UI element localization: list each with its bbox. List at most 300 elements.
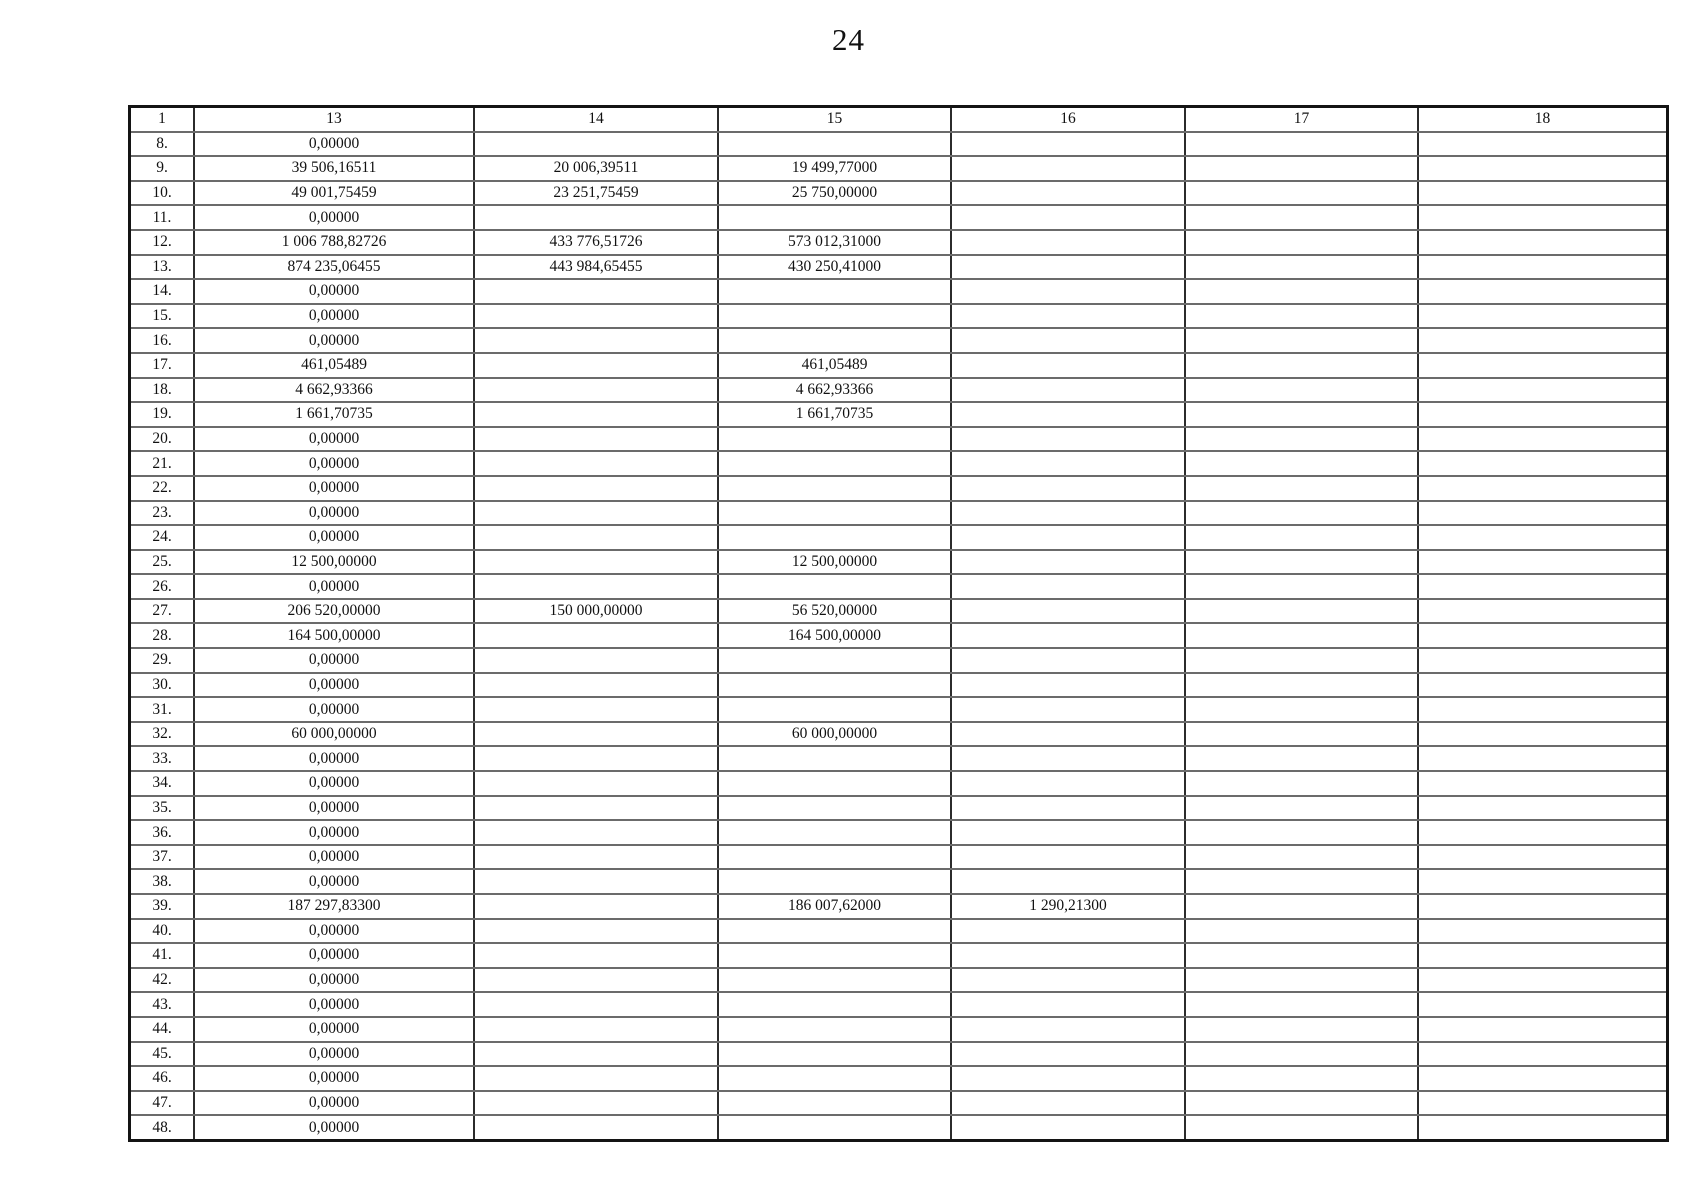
- value-cell: 4 662,93366: [194, 378, 474, 403]
- value-cell: [718, 427, 951, 452]
- value-cell: [1185, 402, 1418, 427]
- row-number-cell: 25.: [130, 550, 195, 575]
- table-row: [130, 1091, 1668, 1116]
- value-cell: 0,00000: [194, 771, 474, 796]
- table-row: [130, 648, 1668, 673]
- header-cell-15: 15: [718, 107, 951, 132]
- value-cell: [1418, 722, 1668, 747]
- row-number-cell: 44.: [130, 1017, 195, 1042]
- value-cell: 0,00000: [194, 648, 474, 673]
- data-table: [128, 105, 1669, 1142]
- value-cell: 0,00000: [194, 746, 474, 771]
- row-number-cell: 28.: [130, 623, 195, 648]
- table-row: [130, 279, 1668, 304]
- value-cell: [474, 968, 718, 993]
- value-cell: [1418, 919, 1668, 944]
- value-cell: 0,00000: [194, 304, 474, 329]
- value-cell: [951, 427, 1185, 452]
- table-row: [130, 771, 1668, 796]
- table-row: [130, 550, 1668, 575]
- value-cell: 0,00000: [194, 992, 474, 1017]
- table-row: [130, 968, 1668, 993]
- value-cell: 0,00000: [194, 697, 474, 722]
- value-cell: [718, 771, 951, 796]
- value-cell: 0,00000: [194, 796, 474, 821]
- value-cell: [951, 205, 1185, 230]
- table-row: [130, 255, 1668, 280]
- header-cell-18: 18: [1418, 107, 1668, 132]
- value-cell: [1418, 304, 1668, 329]
- value-cell: [474, 1017, 718, 1042]
- value-cell: 206 520,00000: [194, 599, 474, 624]
- value-cell: [1185, 1115, 1418, 1140]
- value-cell: [1418, 796, 1668, 821]
- value-cell: [1185, 869, 1418, 894]
- value-cell: [1185, 255, 1418, 280]
- value-cell: [1418, 992, 1668, 1017]
- value-cell: 49 001,75459: [194, 181, 474, 206]
- row-number-cell: 24.: [130, 525, 195, 550]
- row-number-cell: 38.: [130, 869, 195, 894]
- value-cell: [1185, 1066, 1418, 1091]
- value-cell: 0,00000: [194, 1115, 474, 1140]
- header-cell-17: 17: [1185, 107, 1418, 132]
- row-number-cell: 21.: [130, 451, 195, 476]
- value-cell: [474, 673, 718, 698]
- value-cell: [474, 992, 718, 1017]
- value-cell: [474, 919, 718, 944]
- row-number-cell: 15.: [130, 304, 195, 329]
- value-cell: [951, 476, 1185, 501]
- row-number-cell: 26.: [130, 574, 195, 599]
- value-cell: [718, 943, 951, 968]
- value-cell: 12 500,00000: [718, 550, 951, 575]
- value-cell: 23 251,75459: [474, 181, 718, 206]
- value-cell: [951, 378, 1185, 403]
- value-cell: [1185, 451, 1418, 476]
- value-cell: [1185, 427, 1418, 452]
- value-cell: [474, 697, 718, 722]
- value-cell: [474, 845, 718, 870]
- table-row: [130, 328, 1668, 353]
- value-cell: [951, 722, 1185, 747]
- value-cell: [951, 599, 1185, 624]
- value-cell: [1185, 820, 1418, 845]
- value-cell: [474, 279, 718, 304]
- value-cell: [951, 132, 1185, 157]
- value-cell: 56 520,00000: [718, 599, 951, 624]
- value-cell: [1185, 304, 1418, 329]
- row-number-cell: 43.: [130, 992, 195, 1017]
- value-cell: [1418, 574, 1668, 599]
- value-cell: 0,00000: [194, 1042, 474, 1067]
- value-cell: [1185, 894, 1418, 919]
- value-cell: [1418, 894, 1668, 919]
- table-row: [130, 1066, 1668, 1091]
- value-cell: [718, 328, 951, 353]
- value-cell: 187 297,83300: [194, 894, 474, 919]
- value-cell: [474, 1115, 718, 1140]
- value-cell: [474, 451, 718, 476]
- value-cell: [1418, 968, 1668, 993]
- value-cell: [1185, 919, 1418, 944]
- value-cell: [718, 304, 951, 329]
- value-cell: [951, 796, 1185, 821]
- value-cell: [1185, 1042, 1418, 1067]
- value-cell: [1418, 476, 1668, 501]
- value-cell: 0,00000: [194, 328, 474, 353]
- value-cell: [951, 328, 1185, 353]
- value-cell: 1 661,70735: [718, 402, 951, 427]
- value-cell: 0,00000: [194, 919, 474, 944]
- value-cell: 433 776,51726: [474, 230, 718, 255]
- value-cell: 0,00000: [194, 279, 474, 304]
- row-number-cell: 34.: [130, 771, 195, 796]
- table-row: [130, 722, 1668, 747]
- value-cell: [1418, 427, 1668, 452]
- value-cell: [474, 402, 718, 427]
- value-cell: [1418, 525, 1668, 550]
- value-cell: [1418, 255, 1668, 280]
- value-cell: [474, 820, 718, 845]
- value-cell: [474, 378, 718, 403]
- row-number-cell: 13.: [130, 255, 195, 280]
- value-cell: [1185, 673, 1418, 698]
- row-number-cell: 32.: [130, 722, 195, 747]
- value-cell: 0,00000: [194, 501, 474, 526]
- value-cell: [474, 205, 718, 230]
- value-cell: 60 000,00000: [718, 722, 951, 747]
- value-cell: [474, 1066, 718, 1091]
- value-cell: [1418, 279, 1668, 304]
- value-cell: 0,00000: [194, 476, 474, 501]
- table-row: [130, 451, 1668, 476]
- value-cell: 1 661,70735: [194, 402, 474, 427]
- value-cell: 4 662,93366: [718, 378, 951, 403]
- value-cell: [1185, 550, 1418, 575]
- row-number-cell: 12.: [130, 230, 195, 255]
- value-cell: 874 235,06455: [194, 255, 474, 280]
- value-cell: [1418, 1115, 1668, 1140]
- value-cell: [1185, 156, 1418, 181]
- value-cell: [1185, 353, 1418, 378]
- value-cell: [1418, 501, 1668, 526]
- header-cell-13: 13: [194, 107, 474, 132]
- value-cell: 1 290,21300: [951, 894, 1185, 919]
- row-number-cell: 36.: [130, 820, 195, 845]
- value-cell: [1418, 132, 1668, 157]
- value-cell: [1418, 378, 1668, 403]
- value-cell: [951, 304, 1185, 329]
- value-cell: [474, 869, 718, 894]
- value-cell: 186 007,62000: [718, 894, 951, 919]
- value-cell: [1185, 746, 1418, 771]
- row-number-cell: 18.: [130, 378, 195, 403]
- table-row: [130, 746, 1668, 771]
- value-cell: 150 000,00000: [474, 599, 718, 624]
- row-number-cell: 29.: [130, 648, 195, 673]
- value-cell: [1185, 181, 1418, 206]
- value-cell: [474, 623, 718, 648]
- value-cell: [1418, 1066, 1668, 1091]
- table-row: [130, 353, 1668, 378]
- value-cell: [951, 402, 1185, 427]
- row-number-cell: 31.: [130, 697, 195, 722]
- value-cell: [718, 746, 951, 771]
- value-cell: [1185, 722, 1418, 747]
- value-cell: 0,00000: [194, 1017, 474, 1042]
- value-cell: [1418, 697, 1668, 722]
- value-cell: [718, 279, 951, 304]
- table-row: [130, 378, 1668, 403]
- value-cell: [1185, 968, 1418, 993]
- value-cell: [951, 746, 1185, 771]
- value-cell: 0,00000: [194, 574, 474, 599]
- value-cell: [474, 796, 718, 821]
- page-number: 24: [832, 22, 865, 57]
- value-cell: 443 984,65455: [474, 255, 718, 280]
- value-cell: [718, 1042, 951, 1067]
- table-row: [130, 1017, 1668, 1042]
- row-number-cell: 27.: [130, 599, 195, 624]
- table-row: [130, 525, 1668, 550]
- row-number-cell: 40.: [130, 919, 195, 944]
- value-cell: [1418, 1091, 1668, 1116]
- value-cell: [1418, 353, 1668, 378]
- value-cell: [1418, 820, 1668, 845]
- table-row: [130, 501, 1668, 526]
- value-cell: [951, 820, 1185, 845]
- row-number-cell: 39.: [130, 894, 195, 919]
- value-cell: [1418, 402, 1668, 427]
- value-cell: [474, 943, 718, 968]
- value-cell: [718, 869, 951, 894]
- row-number-cell: 10.: [130, 181, 195, 206]
- value-cell: [951, 697, 1185, 722]
- value-cell: [1185, 501, 1418, 526]
- value-cell: [951, 279, 1185, 304]
- value-cell: 0,00000: [194, 451, 474, 476]
- value-cell: [1418, 599, 1668, 624]
- row-number-cell: 48.: [130, 1115, 195, 1140]
- value-cell: [951, 1042, 1185, 1067]
- header-cell-14: 14: [474, 107, 718, 132]
- value-cell: [474, 476, 718, 501]
- row-number-cell: 14.: [130, 279, 195, 304]
- value-cell: [1185, 574, 1418, 599]
- value-cell: 430 250,41000: [718, 255, 951, 280]
- row-number-cell: 20.: [130, 427, 195, 452]
- value-cell: [1418, 328, 1668, 353]
- value-cell: 164 500,00000: [718, 623, 951, 648]
- value-cell: 39 506,16511: [194, 156, 474, 181]
- value-cell: [951, 992, 1185, 1017]
- value-cell: [1185, 378, 1418, 403]
- table-row: [130, 1042, 1668, 1067]
- table-row: [130, 697, 1668, 722]
- table-row: [130, 230, 1668, 255]
- value-cell: [951, 673, 1185, 698]
- value-cell: [951, 255, 1185, 280]
- value-cell: [718, 648, 951, 673]
- value-cell: [474, 427, 718, 452]
- value-cell: [951, 1066, 1185, 1091]
- value-cell: [474, 574, 718, 599]
- value-cell: [1185, 992, 1418, 1017]
- table-row: [130, 894, 1668, 919]
- value-cell: [951, 1091, 1185, 1116]
- value-cell: 0,00000: [194, 943, 474, 968]
- value-cell: 0,00000: [194, 1091, 474, 1116]
- row-number-cell: 17.: [130, 353, 195, 378]
- value-cell: [474, 525, 718, 550]
- value-cell: [474, 1042, 718, 1067]
- value-cell: [1418, 746, 1668, 771]
- value-cell: [1418, 1017, 1668, 1042]
- row-number-cell: 22.: [130, 476, 195, 501]
- value-cell: [951, 353, 1185, 378]
- value-cell: 461,05489: [718, 353, 951, 378]
- value-cell: [1185, 279, 1418, 304]
- table-row: [130, 992, 1668, 1017]
- value-cell: [951, 1017, 1185, 1042]
- value-cell: [1185, 771, 1418, 796]
- value-cell: [951, 869, 1185, 894]
- value-cell: [951, 1115, 1185, 1140]
- value-cell: [718, 1066, 951, 1091]
- table-row: [130, 304, 1668, 329]
- value-cell: [718, 992, 951, 1017]
- value-cell: [951, 943, 1185, 968]
- value-cell: [1185, 1091, 1418, 1116]
- value-cell: [951, 623, 1185, 648]
- value-cell: [951, 525, 1185, 550]
- value-cell: 19 499,77000: [718, 156, 951, 181]
- table-row: [130, 574, 1668, 599]
- row-number-cell: 16.: [130, 328, 195, 353]
- value-cell: [951, 501, 1185, 526]
- value-cell: [474, 304, 718, 329]
- value-cell: [951, 181, 1185, 206]
- value-cell: [474, 771, 718, 796]
- value-cell: [951, 451, 1185, 476]
- value-cell: [951, 648, 1185, 673]
- value-cell: [951, 574, 1185, 599]
- value-cell: 12 500,00000: [194, 550, 474, 575]
- value-cell: [718, 476, 951, 501]
- row-number-cell: 35.: [130, 796, 195, 821]
- value-cell: 25 750,00000: [718, 181, 951, 206]
- value-cell: [951, 156, 1185, 181]
- table-row: [130, 623, 1668, 648]
- value-cell: 164 500,00000: [194, 623, 474, 648]
- table-row: [130, 869, 1668, 894]
- value-cell: [718, 525, 951, 550]
- value-cell: [1418, 673, 1668, 698]
- value-cell: [1418, 205, 1668, 230]
- value-cell: [1185, 599, 1418, 624]
- value-cell: [474, 648, 718, 673]
- value-cell: [951, 771, 1185, 796]
- value-cell: [1418, 771, 1668, 796]
- table-row: [130, 673, 1668, 698]
- value-cell: [474, 132, 718, 157]
- table-row: [130, 181, 1668, 206]
- value-cell: [1418, 845, 1668, 870]
- value-cell: [718, 205, 951, 230]
- row-number-cell: 30.: [130, 673, 195, 698]
- value-cell: [1418, 156, 1668, 181]
- value-cell: 0,00000: [194, 1066, 474, 1091]
- value-cell: [474, 1091, 718, 1116]
- table-row: [130, 820, 1668, 845]
- value-cell: [718, 574, 951, 599]
- value-cell: [474, 550, 718, 575]
- table-row: [130, 476, 1668, 501]
- row-number-cell: 46.: [130, 1066, 195, 1091]
- value-cell: 0,00000: [194, 525, 474, 550]
- table-body: [130, 132, 1668, 1141]
- row-number-cell: 9.: [130, 156, 195, 181]
- value-cell: 0,00000: [194, 673, 474, 698]
- table-row: [130, 402, 1668, 427]
- header-cell-16: 16: [951, 107, 1185, 132]
- value-cell: [1185, 525, 1418, 550]
- table-row: [130, 919, 1668, 944]
- row-number-cell: 37.: [130, 845, 195, 870]
- value-cell: [1185, 697, 1418, 722]
- value-cell: [718, 796, 951, 821]
- value-cell: [1418, 648, 1668, 673]
- value-cell: [951, 845, 1185, 870]
- table-row: [130, 943, 1668, 968]
- value-cell: [718, 501, 951, 526]
- value-cell: [1185, 476, 1418, 501]
- value-cell: [1418, 550, 1668, 575]
- value-cell: 461,05489: [194, 353, 474, 378]
- value-cell: [1185, 230, 1418, 255]
- table-row: [130, 205, 1668, 230]
- value-cell: [718, 1115, 951, 1140]
- value-cell: 0,00000: [194, 205, 474, 230]
- value-cell: 1 006 788,82726: [194, 230, 474, 255]
- value-cell: [1185, 132, 1418, 157]
- table-row: [130, 1115, 1668, 1140]
- value-cell: [718, 132, 951, 157]
- value-cell: 573 012,31000: [718, 230, 951, 255]
- row-number-cell: 33.: [130, 746, 195, 771]
- value-cell: [1418, 230, 1668, 255]
- value-cell: [474, 722, 718, 747]
- value-cell: [1418, 1042, 1668, 1067]
- value-cell: 60 000,00000: [194, 722, 474, 747]
- value-cell: [1185, 648, 1418, 673]
- value-cell: [951, 230, 1185, 255]
- value-cell: 0,00000: [194, 869, 474, 894]
- table-row: [130, 845, 1668, 870]
- value-cell: [718, 820, 951, 845]
- value-cell: [951, 919, 1185, 944]
- table-row: [130, 427, 1668, 452]
- row-number-cell: 47.: [130, 1091, 195, 1116]
- value-cell: [718, 697, 951, 722]
- value-cell: [951, 968, 1185, 993]
- value-cell: 0,00000: [194, 968, 474, 993]
- row-number-cell: 41.: [130, 943, 195, 968]
- value-cell: [1418, 869, 1668, 894]
- value-cell: [1418, 451, 1668, 476]
- value-cell: 20 006,39511: [474, 156, 718, 181]
